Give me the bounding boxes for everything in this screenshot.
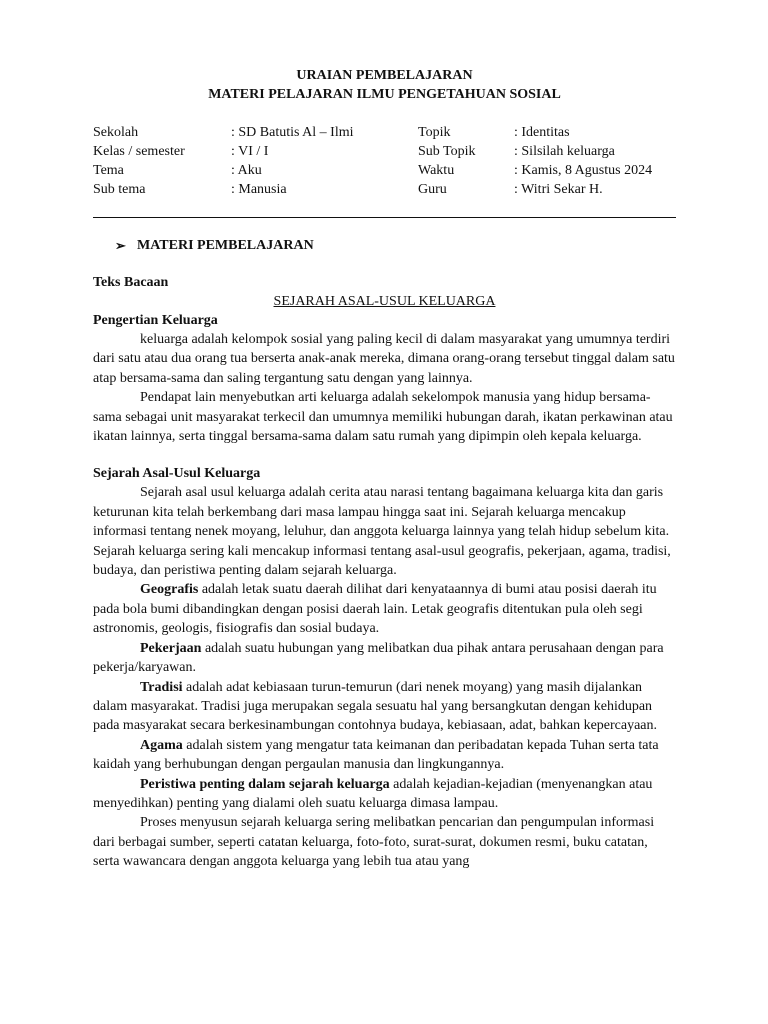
info-right-values bbox=[514, 123, 676, 199]
info-left-values bbox=[231, 123, 418, 199]
info-value-subtema: : Manusia bbox=[231, 182, 287, 197]
info-right-labels bbox=[418, 123, 514, 199]
pengertian-paragraph-1-line2: dari satu atau dua orang tua berserta anak-anak mereka, dimana orang-orang tersebut tinggal dalam satu atap bersama-sama dan saling tergantung satu dengan yang lainnya. bbox=[93, 351, 675, 386]
info-label-topik: Topik bbox=[418, 125, 451, 140]
document-title: URAIAN PEMBELAJARAN bbox=[296, 68, 473, 83]
tradisi-paragraph bbox=[93, 678, 676, 736]
info-label-subtopik: Sub Topik bbox=[418, 144, 476, 159]
info-value-kelas: : VI / I bbox=[231, 144, 269, 159]
pekerjaan-text: adalah suatu hubungan yang melibatkan dua pihak antara perusahaan dengan para pekerja/karyawan. bbox=[93, 640, 664, 676]
section-heading-text: MATERI PEMBELAJARAN bbox=[137, 238, 314, 253]
info-left-labels bbox=[93, 123, 231, 199]
agama-term: Agama bbox=[140, 737, 183, 753]
tradisi-text: adalah adat kebiasaan turun-temurun (dari nenek moyang) yang masih dijalankan dalam masyarakat. Tradisi juga merupakan segala sesuatu hal yang bersangkutan dengan kehidupan pada masyarakat secara berkesinambungan contohnya budaya, kebiasaan, adat, bahkan kepercayaan. bbox=[93, 679, 658, 734]
agama-text: adalah sistem yang mengatur tata keimanan dan peribadatan kepada Tuhan serta tata kaidah yang berhubungan dengan pergaulan manusia dan lingkungannya. bbox=[93, 737, 659, 773]
reading-label: Teks Bacaan bbox=[93, 275, 169, 290]
pengertian-heading: Pengertian Keluarga bbox=[93, 313, 218, 328]
info-label-guru: Guru bbox=[418, 182, 447, 197]
peristiwa-text: adalah kejadian-kejadian (menyenangkan atau menyedihkan) penting yang dialami oleh suatu keluarga dimasa lampau. bbox=[93, 776, 653, 811]
info-value-waktu: : Kamis, 8 Agustus 2024 bbox=[514, 163, 653, 178]
info-label-kelas: Kelas / semester bbox=[93, 144, 185, 159]
arrow-bullet-icon: ➢ bbox=[115, 238, 126, 253]
info-value-tema: : Aku bbox=[231, 163, 262, 178]
peristiwa-term: Peristiwa penting dalam sejarah keluarga bbox=[140, 776, 390, 792]
info-table bbox=[93, 123, 676, 199]
spacer bbox=[93, 446, 676, 464]
sejarah-heading: Sejarah Asal-Usul Keluarga bbox=[93, 466, 261, 482]
geografis-text: adalah letak suatu daerah dilihat dari kenyataannya di bumi atau posisi daerah itu pada bola bumi dibandingkan dengan posisi daerah lain. Letak geografis ditentukan pula oleh segi astronomis, geologis, fisiografis dan sosial budaya. bbox=[93, 582, 657, 637]
tradisi-term: Tradisi bbox=[140, 679, 183, 695]
geografis-term: Geografis bbox=[140, 582, 199, 598]
horizontal-divider bbox=[93, 217, 676, 218]
geografis-paragraph bbox=[93, 580, 676, 638]
info-value-guru: : Witri Sekar H. bbox=[514, 182, 603, 197]
info-label-waktu: Waktu bbox=[418, 163, 455, 178]
reading-title: SEJARAH ASAL-USUL KELUARGA bbox=[273, 294, 496, 309]
info-value-subtopik: : Silsilah keluarga bbox=[514, 144, 615, 159]
agama-paragraph bbox=[93, 736, 676, 775]
proses-paragraph: Proses menyusun sejarah keluarga sering melibatkan pencarian dan pengumpulan informasi dari berbagai sumber, seperti catatan keluarga, foto-foto, surat-surat, dokumen resmi, buku catatan, serta wawancara dengan anggota keluarga yang lebih tua atau yang bbox=[93, 815, 655, 870]
info-value-topik: : Identitas bbox=[514, 125, 570, 140]
pekerjaan-paragraph bbox=[93, 639, 676, 678]
pekerjaan-term: Pekerjaan bbox=[140, 640, 202, 656]
pengertian-paragraph-1-line1: keluarga adalah kelompok sosial yang paling kecil di dalam masyarakat yang umumnya terdiri bbox=[140, 332, 671, 347]
pengertian-paragraph-2: Pendapat lain menyebutkan arti keluarga adalah sekelompok manusia yang hidup bersama-sama sebagai unit masyarakat terkecil dan umumnya memiliki hubungan darah, ikatan perkawinan atau ikatan lainnya, serta tinggal bersama-sama dalam satu rumah yang dipimpin oleh kepala keluarga. bbox=[93, 390, 673, 445]
document-page bbox=[93, 66, 676, 872]
info-label-sekolah: Sekolah bbox=[93, 125, 139, 140]
info-label-subtema: Sub tema bbox=[93, 182, 146, 197]
peristiwa-paragraph bbox=[93, 775, 676, 814]
info-value-sekolah: : SD Batutis Al – Ilmi bbox=[231, 125, 354, 140]
section-heading bbox=[115, 236, 676, 255]
sejarah-paragraph: Sejarah asal usul keluarga adalah cerita atau narasi tentang bagaimana keluarga kita dan garis keturunan kita telah berkembang dari masa lampau hingga saat ini. Sejarah keluarga mencakup informasi tentang nenek moyang, leluhur, dan anggota keluarga lainnya yang telah hidup sebelum kita. Sejarah keluarga sering kali mencakup informasi tentang asal-usul geografis, pekerjaan, agama, tradisi, budaya, dan peristiwa penting dalam sejarah keluarga. bbox=[93, 485, 671, 579]
info-label-tema: Tema bbox=[93, 163, 124, 178]
document-subtitle: MATERI PELAJARAN ILMU PENGETAHUAN SOSIAL bbox=[208, 87, 561, 102]
